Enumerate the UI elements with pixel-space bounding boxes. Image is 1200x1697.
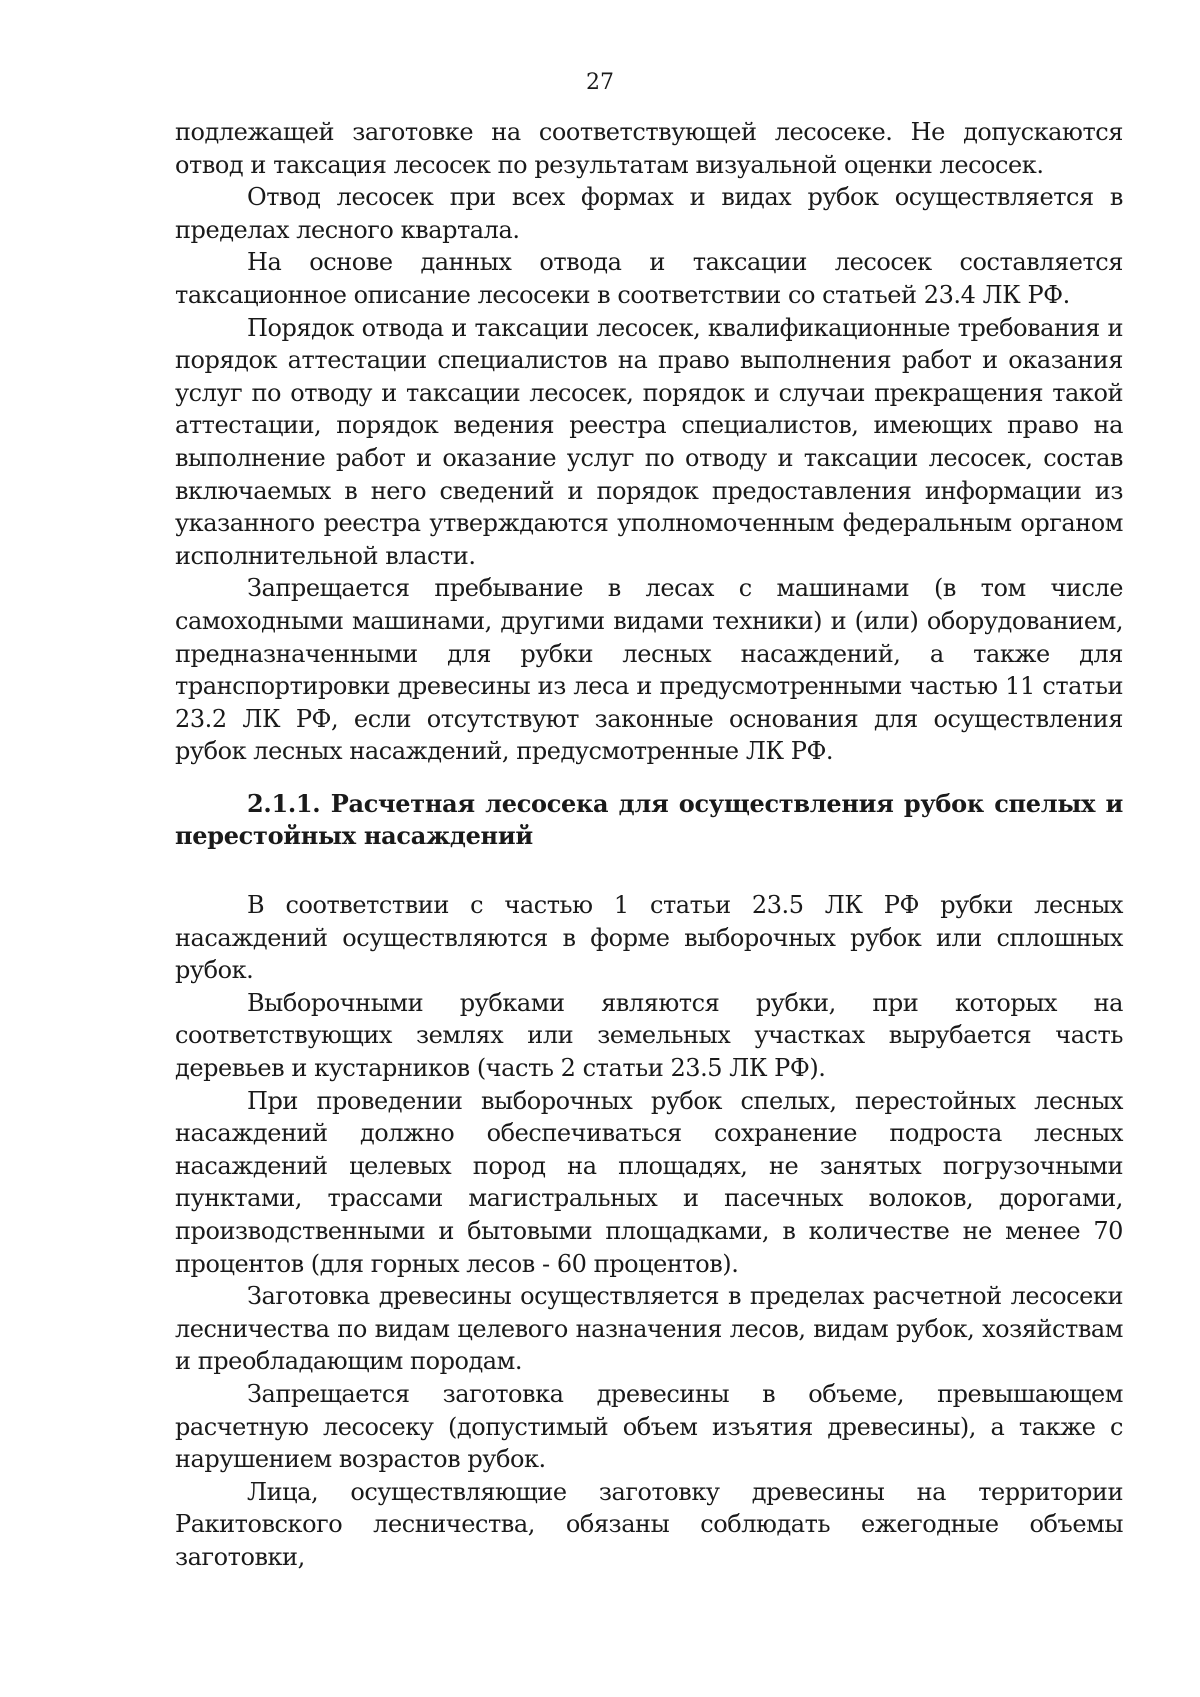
paragraph: Порядок отвода и таксации лесосек, квалификационные требования и порядок аттестации специалистов на право выполнения работ и оказания услуг по отводу и таксации лесосек, порядок и случаи прекращения такой аттестации, порядок ведения реестра специалистов, имеющих право на выполнение работ и оказание услуг по отводу и таксации лесосек, состав включаемых в него сведений и порядок предоставления информации из указанного реестра утверждаются уполномоченным федеральным органом исполнительной власти. bbox=[175, 313, 1123, 570]
paragraph: На основе данных отвода и таксации лесосек составляется таксационное описание лесосеки в соответствии со статьей 23.4 ЛК РФ. bbox=[175, 248, 1123, 309]
page-body bbox=[175, 116, 1123, 1574]
paragraph: В соответствии с частью 1 статьи 23.5 ЛК РФ рубки лесных насаждений осуществляются в форме выборочных рубок или сплошных рубок. bbox=[175, 891, 1123, 985]
paragraph: При проведении выборочных рубок спелых, перестойных лесных насаждений должно обеспечиваться сохранение подроста лесных насаждений целевых пород на площадях, не занятых погрузочными пунктами, трассами магистральных и пасечных волоков, дорогами, производственными и бытовыми площадками, в количестве не менее 70 процентов (для горных лесов - 60 процентов). bbox=[175, 1086, 1123, 1278]
section-heading: 2.1.1. Расчетная лесосека для осуществления рубок спелых и перестойных насаждений bbox=[175, 788, 1123, 851]
paragraph: Отвод лесосек при всех формах и видах рубок осуществляется в пределах лесного квартала. bbox=[175, 183, 1123, 244]
paragraph: Запрещается заготовка древесины в объеме, превышающем расчетную лесосеку (допустимый объем изъятия древесины), а также с нарушением возрастов рубок. bbox=[175, 1379, 1123, 1474]
paragraph: Выборочными рубками являются рубки, при которых на соответствующих землях или земельных участках вырубается часть деревьев и кустарников (часть 2 статьи 23.5 ЛК РФ). bbox=[175, 988, 1123, 1083]
paragraph: Лица, осуществляющие заготовку древесины на территории Ракитовского лесничества, обязаны соблюдать ежегодные объемы заготовки, bbox=[175, 1477, 1123, 1571]
paragraph: Запрещается пребывание в лесах с машинами (в том числе самоходными машинами, другими видами техники) и (или) оборудованием, предназначенными для рубки лесных насаждений, а также для транспортировки древесины из леса и предусмотренными частью 11 статьи 23.2 ЛК РФ, если отсутствуют законные основания для осуществления рубок лесных насаждений, предусмотренные ЛК РФ. bbox=[175, 574, 1123, 766]
paragraph: подлежащей заготовке на соответствующей лесосеке. Не допускаются отвод и таксация лесосек по результатам визуальной оценки лесосек. bbox=[175, 118, 1123, 179]
page-number: 27 bbox=[586, 70, 614, 95]
paragraph: Заготовка древесины осуществляется в пределах расчетной лесосеки лесничества по видам целевого назначения лесов, видам рубок, хозяйствам и преобладающим породам. bbox=[175, 1282, 1123, 1376]
